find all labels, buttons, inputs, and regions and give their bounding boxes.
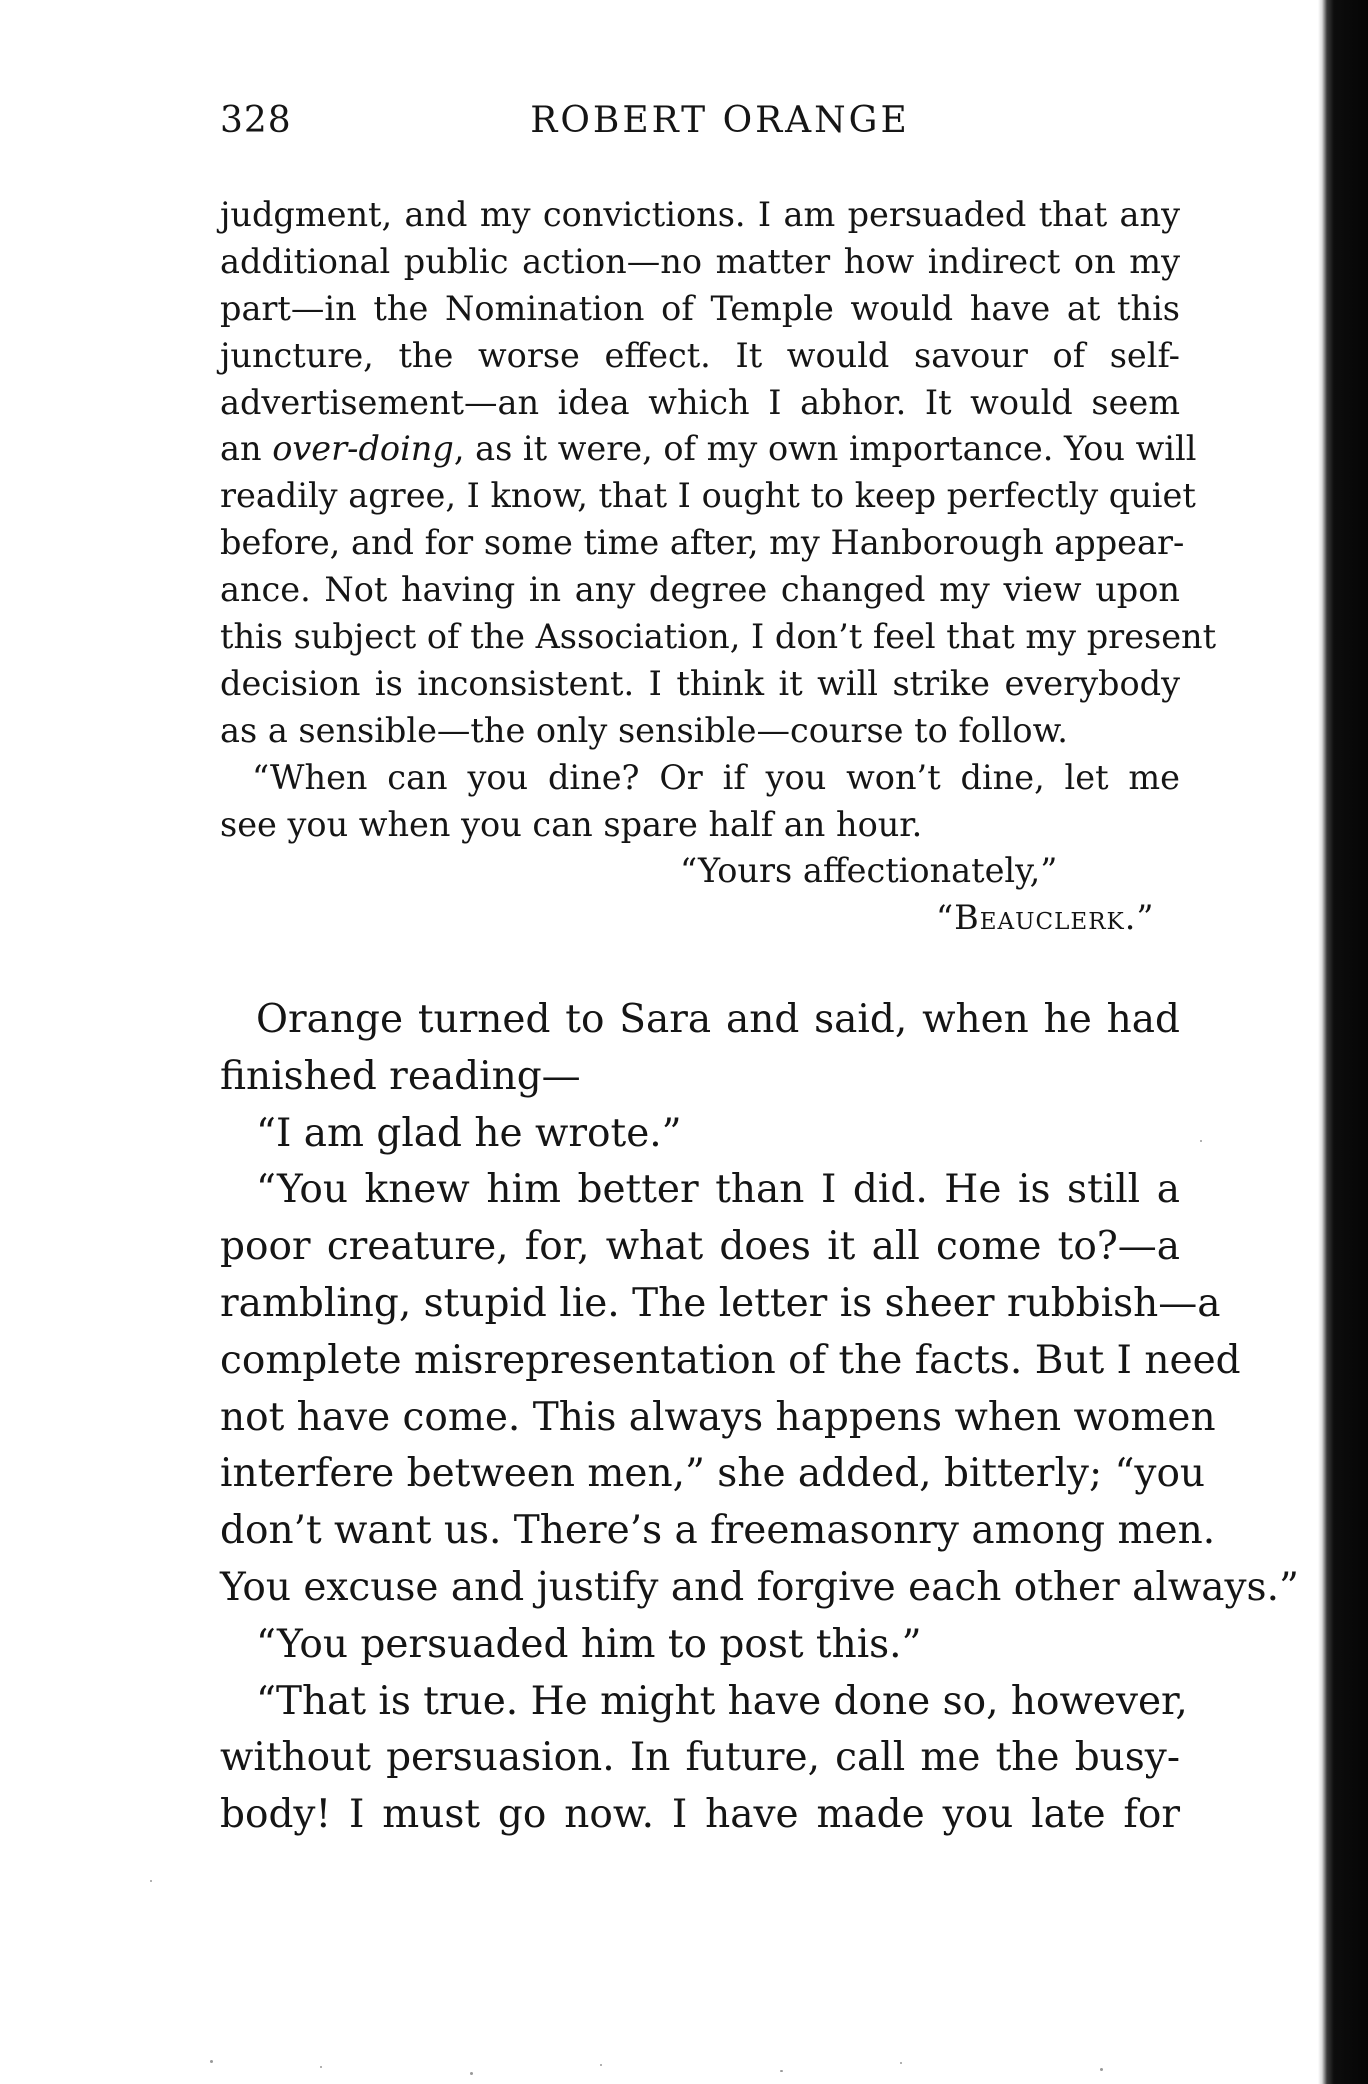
- letter-text: [220, 192, 1217, 942]
- body-line: “I am glad he wrote.”: [256, 1110, 682, 1156]
- letter-line: decision is inconsistent. I think it will strike everybody: [220, 663, 1180, 703]
- body-line: not have come. This always happens when women: [220, 1394, 1216, 1440]
- paper-speck: [1100, 2068, 1103, 2071]
- letter-line: before, and for some time after, my Hanborough appear-: [220, 523, 1185, 563]
- paper-speck: [320, 2066, 322, 2068]
- body-line: “You knew him better than I did. He is still a: [256, 1167, 1180, 1213]
- letter-signature: “Beauclerk.”: [936, 898, 1155, 938]
- letter-line: advertisement—an idea which I abhor. It would seem: [220, 382, 1180, 422]
- narrative-text: [220, 992, 1299, 1844]
- binding-shadow: [1318, 0, 1368, 2084]
- letter-line: see you when you can spare half an hour.: [220, 804, 923, 844]
- body-line: interfere between men,” she added, bitterly; “you: [220, 1451, 1206, 1497]
- paper-speck: [780, 2070, 783, 2072]
- page-number: 328: [220, 100, 292, 141]
- letter-line: part—in the Nomination of Temple would have at this: [220, 288, 1180, 328]
- letter-line: this subject of the Association, I don’t feel that my present: [220, 617, 1217, 657]
- body-line: don’t want us. There’s a freemasonry among men.: [220, 1508, 1216, 1554]
- letter-line: judgment, and my convictions. I am persuaded that any: [220, 195, 1180, 234]
- letter-line: ance. Not having in any degree changed my view upon: [220, 570, 1180, 610]
- body-line: complete misrepresentation of the facts. But I need: [220, 1337, 1241, 1383]
- body-line: rambling, stupid lie. The letter is sheer rubbish—a: [220, 1280, 1221, 1326]
- letter-closing: “Yours affectionately,”: [680, 851, 1058, 891]
- body-line: without persuasion. In future, call me the busy-: [220, 1735, 1180, 1781]
- italic-phrase: over-doing: [272, 429, 454, 469]
- page-header: [220, 100, 1180, 150]
- body-line: poor creature, for, what does it all come to?—a: [220, 1224, 1180, 1270]
- paper-speck: [210, 2060, 213, 2063]
- body-line: “You persuaded him to post this.”: [256, 1621, 922, 1667]
- body-line: “That is true. He might have done so, however,: [256, 1678, 1188, 1724]
- letter-line-emphasis: [220, 426, 1197, 473]
- letter-line: “When can you dine? Or if you won’t dine, let me: [252, 757, 1180, 797]
- letter-line: readily agree, I know, that I ought to keep perfectly quiet: [220, 476, 1196, 516]
- paper-speck: [470, 2072, 473, 2075]
- body-line: finished reading—: [220, 1053, 581, 1099]
- letter-line: juncture, the worse effect. It would savour of self-: [220, 335, 1180, 375]
- body-line: Orange turned to Sara and said, when he had: [256, 997, 1180, 1042]
- letter-line: additional public action—no matter how indirect on my: [220, 241, 1180, 281]
- paper-speck: [600, 2064, 602, 2066]
- paper-speck: [900, 2062, 902, 2064]
- body-line: You excuse and justify and forgive each other always.”: [220, 1564, 1299, 1610]
- letter-line: as a sensible—the only sensible—course to follow.: [220, 710, 1068, 750]
- running-title: ROBERT ORANGE: [530, 100, 910, 141]
- letter-text-run: , as it were, of my own importance. You will: [453, 429, 1197, 469]
- body-line: body! I must go now. I have made you late for: [220, 1792, 1180, 1838]
- paper-speck: [150, 1880, 152, 1882]
- letter-text-run: an: [220, 429, 273, 469]
- paper-speck: [1200, 1140, 1202, 1142]
